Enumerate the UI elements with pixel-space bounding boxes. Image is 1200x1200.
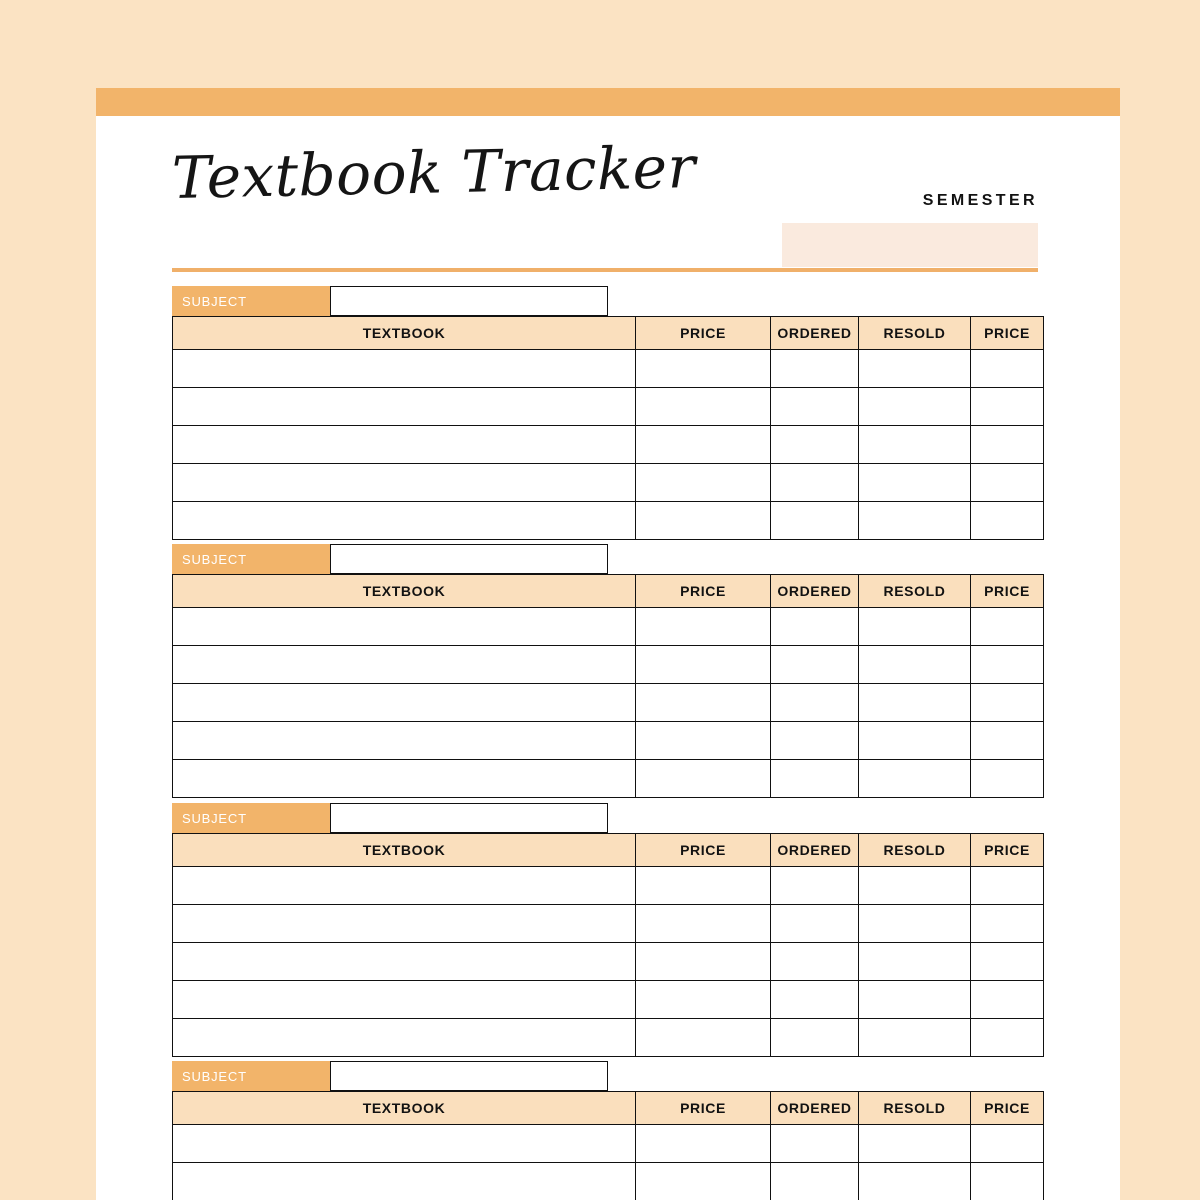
table-cell[interactable]	[636, 684, 771, 722]
subject-row	[172, 803, 1038, 833]
table-cell[interactable]	[636, 943, 771, 981]
table-header-row	[173, 834, 1044, 867]
subject-block	[172, 803, 1038, 1057]
table-cell[interactable]	[859, 350, 971, 388]
table-cell[interactable]	[771, 943, 859, 981]
printable-page	[96, 88, 1120, 1200]
table-cell[interactable]	[971, 426, 1044, 464]
table-cell[interactable]	[636, 981, 771, 1019]
table-cell[interactable]	[636, 722, 771, 760]
table-cell[interactable]	[173, 350, 636, 388]
table-cell[interactable]	[859, 608, 971, 646]
table-cell[interactable]	[636, 1163, 771, 1200]
table-cell[interactable]	[636, 350, 771, 388]
table-cell[interactable]	[971, 722, 1044, 760]
column-header: PRICE	[971, 834, 1044, 867]
table-cell[interactable]	[636, 1125, 771, 1163]
table-row	[173, 867, 1044, 905]
subject-input[interactable]	[330, 803, 608, 833]
column-header: ORDERED	[771, 575, 859, 608]
table-row	[173, 388, 1044, 426]
table-row	[173, 502, 1044, 540]
subject-row	[172, 286, 1038, 316]
table-row	[173, 943, 1044, 981]
table-cell[interactable]	[173, 388, 636, 426]
textbook-table	[172, 574, 1044, 798]
table-cell[interactable]	[971, 684, 1044, 722]
table-cell[interactable]	[173, 684, 636, 722]
table-cell[interactable]	[173, 646, 636, 684]
table-cell[interactable]	[173, 905, 636, 943]
textbook-table	[172, 833, 1044, 1057]
table-cell[interactable]	[771, 1163, 859, 1200]
table-cell[interactable]	[636, 760, 771, 798]
column-header: PRICE	[636, 1092, 771, 1125]
subject-input[interactable]	[330, 1061, 608, 1091]
table-cell[interactable]	[971, 388, 1044, 426]
column-header: PRICE	[971, 317, 1044, 350]
table-row	[173, 426, 1044, 464]
table-cell[interactable]	[771, 388, 859, 426]
column-header: TEXTBOOK	[173, 575, 636, 608]
column-header: PRICE	[971, 575, 1044, 608]
table-cell[interactable]	[636, 502, 771, 540]
table-cell[interactable]	[173, 464, 636, 502]
table-cell[interactable]	[173, 981, 636, 1019]
table-cell[interactable]	[771, 608, 859, 646]
subject-tag: SUBJECT	[172, 286, 330, 316]
table-cell[interactable]	[173, 760, 636, 798]
table-cell[interactable]	[971, 464, 1044, 502]
table-cell[interactable]	[971, 1019, 1044, 1057]
table-cell[interactable]	[636, 1019, 771, 1057]
table-cell[interactable]	[771, 981, 859, 1019]
column-header: PRICE	[636, 317, 771, 350]
table-cell[interactable]	[859, 388, 971, 426]
table-cell[interactable]	[971, 502, 1044, 540]
table-row	[173, 760, 1044, 798]
column-header: TEXTBOOK	[173, 317, 636, 350]
table-cell[interactable]	[771, 646, 859, 684]
column-header: ORDERED	[771, 834, 859, 867]
table-cell[interactable]	[636, 646, 771, 684]
table-cell[interactable]	[971, 760, 1044, 798]
table-cell[interactable]	[173, 1163, 636, 1200]
table-cell[interactable]	[971, 981, 1044, 1019]
table-cell[interactable]	[971, 943, 1044, 981]
table-cell[interactable]	[971, 905, 1044, 943]
subject-row	[172, 1061, 1038, 1091]
table-cell[interactable]	[859, 760, 971, 798]
table-cell[interactable]	[636, 388, 771, 426]
table-row	[173, 464, 1044, 502]
subject-block	[172, 1061, 1038, 1200]
table-cell[interactable]	[859, 1019, 971, 1057]
subject-block	[172, 286, 1038, 540]
subject-row	[172, 544, 1038, 574]
table-cell[interactable]	[173, 943, 636, 981]
column-header: RESOLD	[859, 317, 971, 350]
table-cell[interactable]	[971, 608, 1044, 646]
textbook-table	[172, 1091, 1044, 1200]
table-cell[interactable]	[636, 464, 771, 502]
table-cell[interactable]	[971, 1163, 1044, 1200]
table-row	[173, 722, 1044, 760]
semester-label: SEMESTER	[922, 192, 1038, 209]
column-header: TEXTBOOK	[173, 834, 636, 867]
semester-input[interactable]	[782, 223, 1038, 267]
table-cell[interactable]	[636, 426, 771, 464]
column-header: ORDERED	[771, 317, 859, 350]
table-cell[interactable]	[173, 722, 636, 760]
table-cell[interactable]	[859, 905, 971, 943]
table-cell[interactable]	[971, 350, 1044, 388]
top-color-band	[96, 88, 1120, 116]
table-cell[interactable]	[173, 867, 636, 905]
subject-input[interactable]	[330, 286, 608, 316]
table-cell[interactable]	[971, 646, 1044, 684]
table-cell[interactable]	[771, 760, 859, 798]
subject-tag: SUBJECT	[172, 803, 330, 833]
table-cell[interactable]	[859, 867, 971, 905]
table-row	[173, 684, 1044, 722]
table-cell[interactable]	[173, 1125, 636, 1163]
table-cell[interactable]	[173, 426, 636, 464]
sheet-body	[96, 116, 1120, 1200]
column-header: RESOLD	[859, 1092, 971, 1125]
column-header: PRICE	[971, 1092, 1044, 1125]
table-cell[interactable]	[859, 464, 971, 502]
table-cell[interactable]	[859, 646, 971, 684]
column-header: PRICE	[636, 834, 771, 867]
page-header	[96, 116, 1120, 276]
table-header-row	[173, 317, 1044, 350]
table-header-row	[173, 575, 1044, 608]
column-header: TEXTBOOK	[173, 1092, 636, 1125]
column-header: ORDERED	[771, 1092, 859, 1125]
table-cell[interactable]	[971, 1125, 1044, 1163]
table-row	[173, 1019, 1044, 1057]
table-row	[173, 646, 1044, 684]
subject-block	[172, 544, 1038, 798]
table-cell[interactable]	[173, 502, 636, 540]
subject-tag: SUBJECT	[172, 1061, 330, 1091]
table-row	[173, 905, 1044, 943]
table-header-row	[173, 1092, 1044, 1125]
table-cell[interactable]	[771, 426, 859, 464]
table-cell[interactable]	[636, 905, 771, 943]
table-cell[interactable]	[859, 943, 971, 981]
subject-tag: SUBJECT	[172, 544, 330, 574]
table-cell[interactable]	[636, 608, 771, 646]
table-cell[interactable]	[971, 867, 1044, 905]
page-title: Textbook Tracker	[171, 133, 697, 212]
table-cell[interactable]	[173, 608, 636, 646]
table-cell[interactable]	[771, 684, 859, 722]
column-header: PRICE	[636, 575, 771, 608]
table-cell[interactable]	[859, 1125, 971, 1163]
column-header: RESOLD	[859, 834, 971, 867]
header-divider	[172, 268, 1038, 272]
table-cell[interactable]	[771, 502, 859, 540]
table-row	[173, 1125, 1044, 1163]
table-cell[interactable]	[859, 722, 971, 760]
table-cell[interactable]	[173, 1019, 636, 1057]
table-row	[173, 608, 1044, 646]
subject-input[interactable]	[330, 544, 608, 574]
table-cell[interactable]	[859, 684, 971, 722]
table-row	[173, 981, 1044, 1019]
table-cell[interactable]	[771, 905, 859, 943]
table-cell[interactable]	[636, 867, 771, 905]
table-cell[interactable]	[771, 1125, 859, 1163]
table-cell[interactable]	[771, 722, 859, 760]
table-row	[173, 1163, 1044, 1200]
table-cell[interactable]	[859, 502, 971, 540]
table-cell[interactable]	[771, 1019, 859, 1057]
table-cell[interactable]	[859, 1163, 971, 1200]
table-cell[interactable]	[771, 350, 859, 388]
table-cell[interactable]	[771, 867, 859, 905]
table-cell[interactable]	[859, 981, 971, 1019]
textbook-table	[172, 316, 1044, 540]
table-cell[interactable]	[771, 464, 859, 502]
table-row	[173, 350, 1044, 388]
table-cell[interactable]	[859, 426, 971, 464]
column-header: RESOLD	[859, 575, 971, 608]
